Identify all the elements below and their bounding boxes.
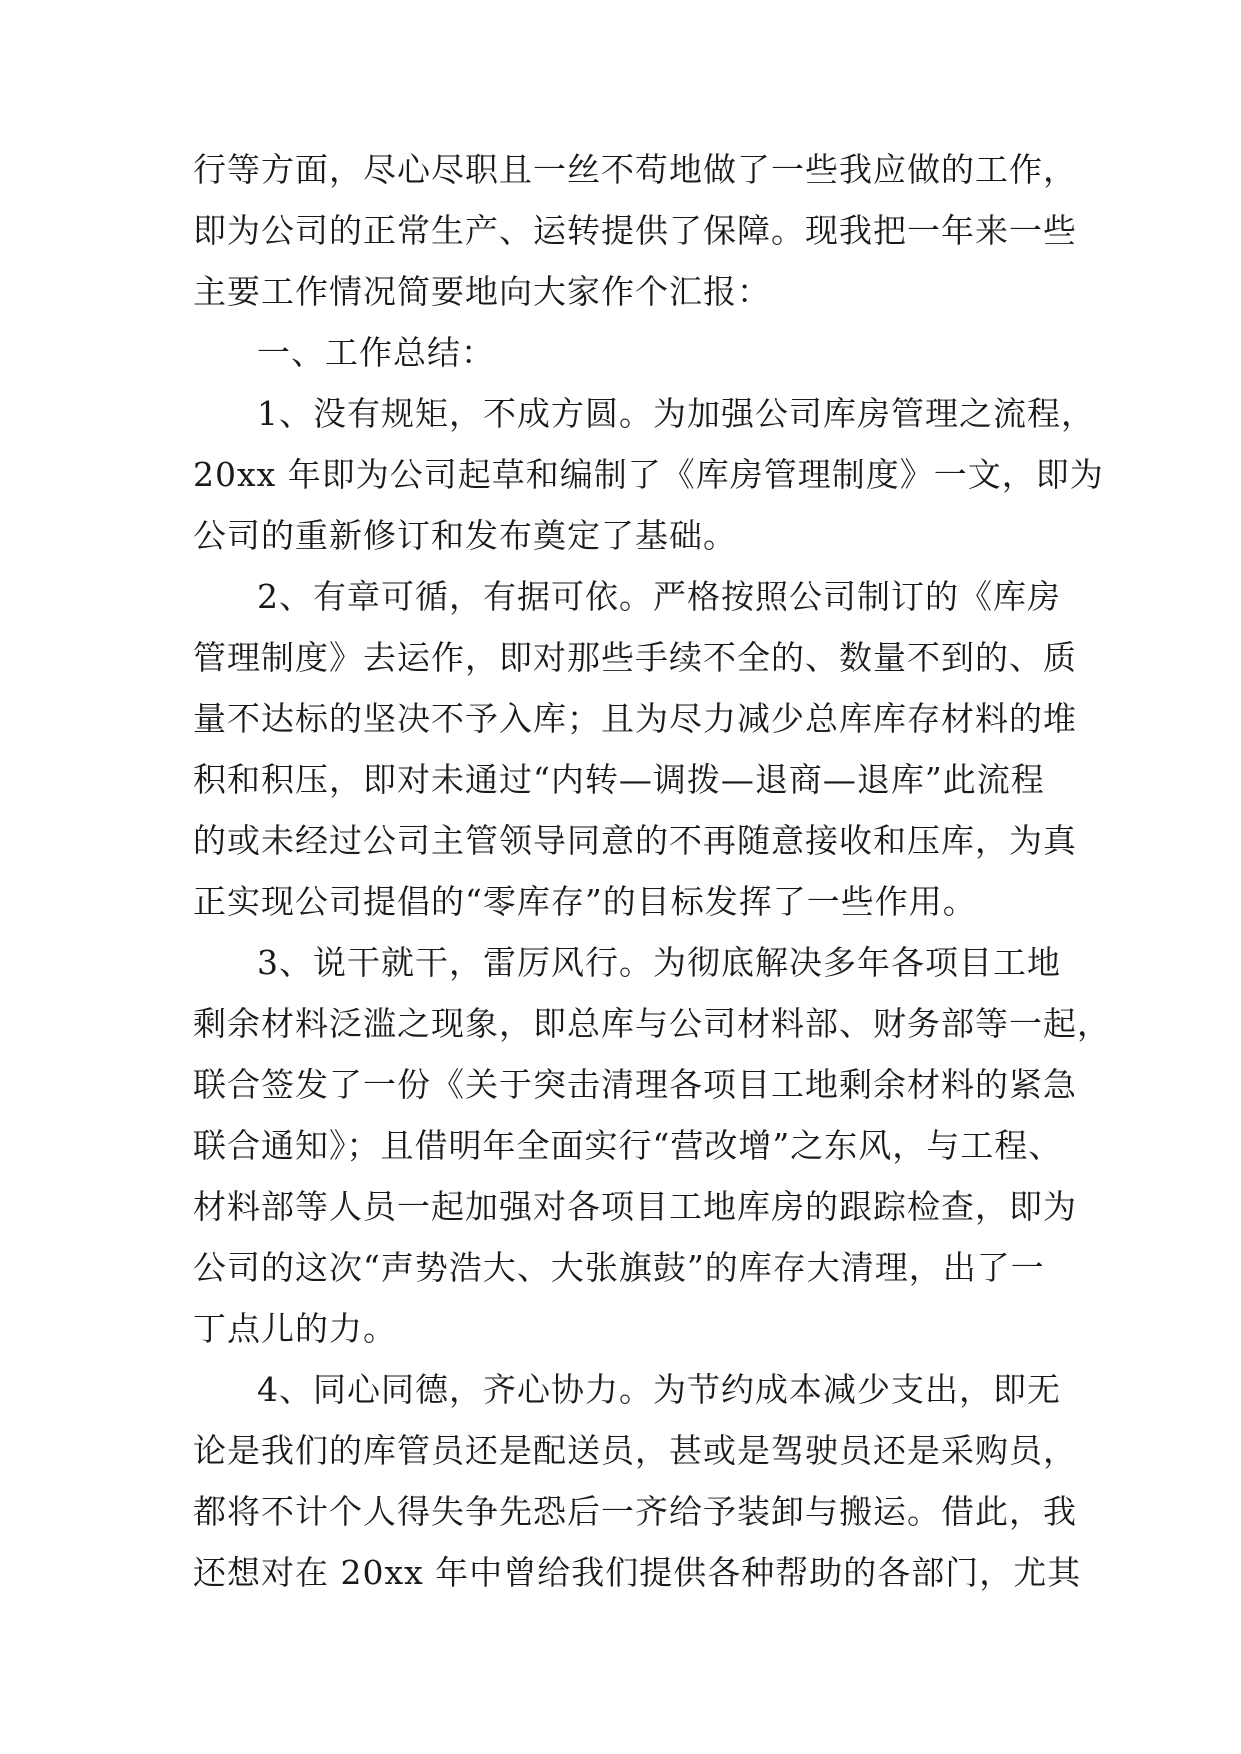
text-line: 论是我们的库管员还是配送员，甚或是驾驶员还是采购员，	[193, 1431, 1077, 1470]
text-line: 积和积压，即对未通过“内转—调拨—退商—退库”此流程	[193, 760, 1045, 799]
text-line: 联合签发了一份《关于突击清理各项目工地剩余材料的紧急	[193, 1065, 1077, 1104]
text-line: 还想对在 20xx 年中曾给我们提供各种帮助的各部门，尤其	[193, 1553, 1082, 1592]
text-line: 4、同心同德，齐心协力。为节约成本减少支出，即无	[257, 1370, 1061, 1409]
text-line: 剩余材料泛滥之现象，即总库与公司材料部、财务部等一起，	[193, 1004, 1111, 1043]
text-line: 管理制度》去运作，即对那些手续不全的、数量不到的、质	[193, 638, 1077, 677]
text-line: 行等方面，尽心尽职且一丝不苟地做了一些我应做的工作，	[193, 150, 1077, 189]
text-line: 的或未经过公司主管领导同意的不再随意接收和压库，为真	[193, 821, 1077, 860]
text-line: 材料部等人员一起加强对各项目工地库房的跟踪检查，即为	[193, 1187, 1077, 1226]
text-line: 20xx 年即为公司起草和编制了《库房管理制度》一文，即为	[193, 455, 1104, 494]
section-heading: 一、工作总结：	[257, 333, 495, 372]
text-line: 公司的这次“声势浩大、大张旗鼓”的库存大清理，出了一	[193, 1248, 1045, 1287]
text-line: 即为公司的正常生产、运转提供了保障。现我把一年来一些	[193, 211, 1077, 250]
text-line: 2、有章可循，有据可依。严格按照公司制订的《库房	[257, 577, 1061, 616]
text-line: 量不达标的坚决不予入库；且为尽力减少总库库存材料的堆	[193, 699, 1077, 738]
text-line: 主要工作情况简要地向大家作个汇报：	[193, 272, 771, 311]
text-line: 联合通知》；且借明年全面实行“营改增”之东风，与工程、	[193, 1126, 1063, 1165]
text-line: 正实现公司提倡的“零库存”的目标发挥了一些作用。	[193, 882, 977, 921]
text-line: 都将不计个人得失争先恐后一齐给予装卸与搬运。借此，我	[193, 1492, 1077, 1531]
text-line: 1、没有规矩，不成方圆。为加强公司库房管理之流程，	[257, 394, 1095, 433]
text-line: 丁点儿的力。	[193, 1309, 397, 1348]
text-line: 公司的重新修订和发布奠定了基础。	[193, 516, 737, 555]
text-line: 3、说干就干，雷厉风行。为彻底解决多年各项目工地	[257, 943, 1061, 982]
